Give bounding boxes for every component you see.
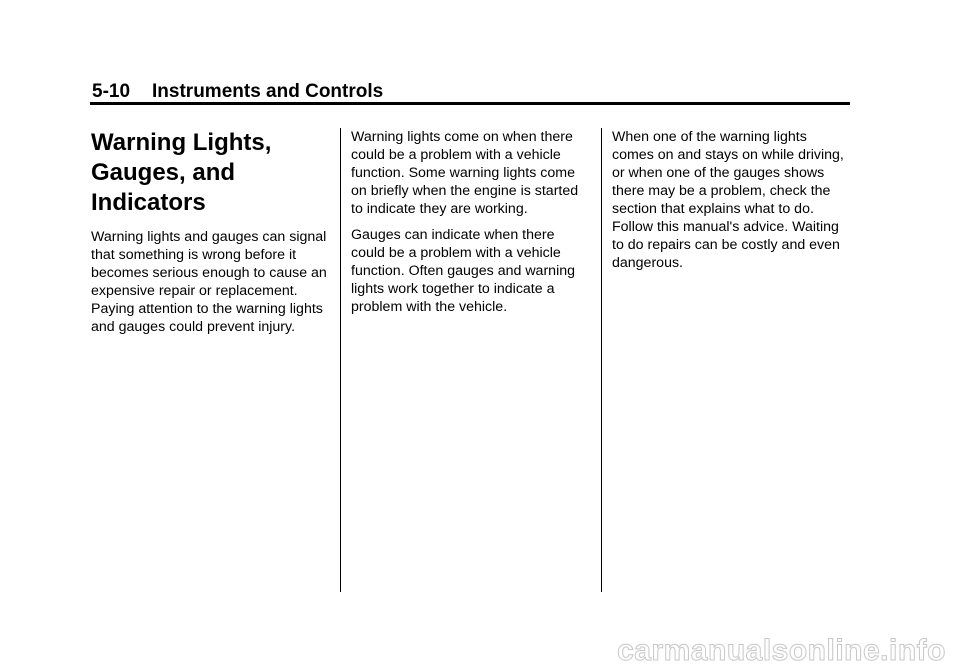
column-2-paragraph-1: Warning lights come on when there could be a problem with a vehicle function. Some warning lights come on briefly when the engine is started to indicate they are working. <box>351 129 579 217</box>
column-2-paragraph-2: Gauges can indicate when there could be a problem with a vehicle function. Often gauges and warning lights work together to indicate a problem with the vehicle. <box>351 227 576 315</box>
column-2 <box>351 128 591 324</box>
watermark: carmanualsonline.info <box>617 634 946 667</box>
column-divider-2 <box>601 128 602 592</box>
column-divider-1 <box>340 128 341 592</box>
column-1 <box>91 128 331 344</box>
section-title: Warning Lights, Gauges, and Indicators <box>91 129 272 216</box>
column-3-paragraph-1: When one of the warning lights comes on and stays on while driving, or when one of the gauges shows there may be a problem, check the section that explains what to do. Follow this manual's advice. Waiting to do repairs can be costly and even dangerous. <box>612 129 844 271</box>
page-number: 5-10 <box>92 81 131 102</box>
page-header <box>92 80 383 104</box>
chapter-title: Instruments and Controls <box>152 81 384 102</box>
column-3 <box>612 128 852 280</box>
header-rule <box>90 102 850 105</box>
column-1-paragraph-1: Warning lights and gauges can signal that something is wrong before it becomes serious enough to cause an expensive repair or replacement. Paying attention to the warning lights and gauges could prevent injury. <box>91 229 327 335</box>
